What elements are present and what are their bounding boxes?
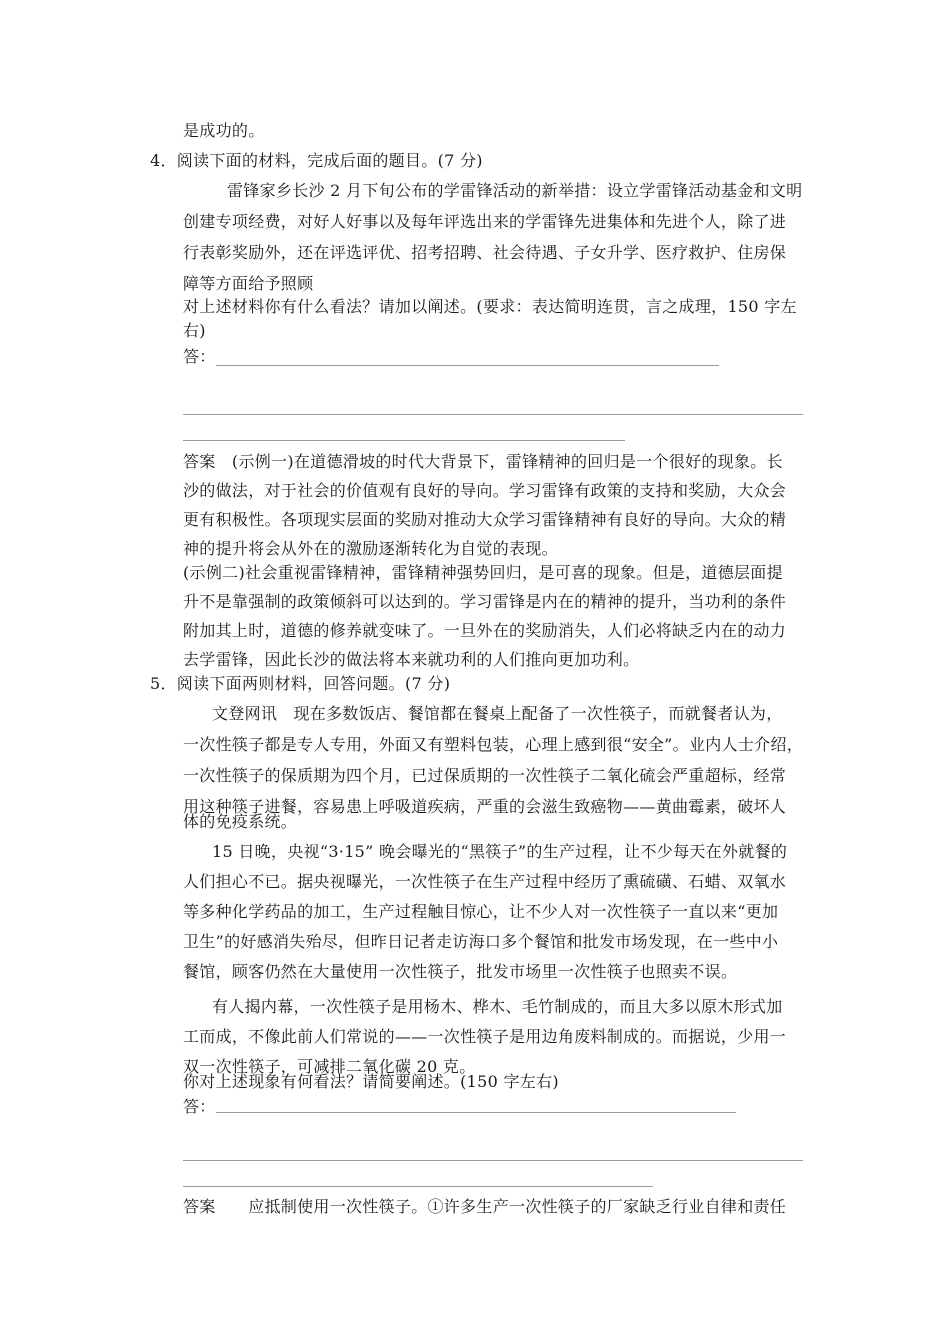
q4-answer-label: 答： [183,347,216,366]
q4-answer-line[interactable] [183,440,625,441]
q5-answer-line[interactable] [183,1186,653,1187]
q5-material-line: 用这种筷子进餐，容易患上呼吸道疾病，严重的会滋生致癌物——黄曲霉素，破坏人 [183,797,787,816]
q5-material-line: 有人揭内幕，一次性筷子是用杨木、桦木、毛竹制成的，而且大多以原木形式加 [212,997,783,1016]
q4-material-line: 雷锋家乡长沙 2 月下旬公布的学雷锋活动的新举措：设立学雷锋活动基金和文明 [227,181,803,200]
q5-material-line: 体的免疫系统。 [183,812,298,831]
q4-answer-text: 更有积极性。各项现实层面的奖励对推动大众学习雷锋精神有良好的导向。大众的精 [183,510,787,529]
q5-material-line: 双一次性筷子，可减排二氧化碳 20 克。 [183,1057,476,1076]
q5-answer-line[interactable] [216,1112,736,1113]
q5-material-line: 一次性筷子的保质期为四个月，已过保质期的一次性筷子二氧化硫会严重超标，经常 [183,766,787,785]
q4-answer-text: 沙的做法，对于社会的价值观有良好的导向。学习雷锋有政策的支持和奖励，大众会 [183,481,787,500]
q5-answer-text: 答案 应抵制使用一次性筷子。①许多生产一次性筷子的厂家缺乏行业自律和责任 [183,1197,787,1216]
q5-material-line: 15 日晚，央视“3·15” 晚会曝光的“黑筷子”的生产过程，让不少每天在外就餐的 [212,842,788,861]
q4-answer-text: (示例二)社会重视雷锋精神，雷锋精神强势回归，是可喜的现象。但是，道德层面提 [183,563,783,582]
previous-answer-tail: 是成功的。 [183,121,265,140]
q5-material-line: 人们担心不已。据央视曝光，一次性筷子在生产过程中经历了熏硫磺、石蜡、双氧水 [183,872,787,891]
q5-material-line: 工而成，不像此前人们常说的——一次性筷子是用边角废料制成的。而据说，少用一 [183,1027,787,1046]
q5-material-line: 餐馆，顾客仍然在大量使用一次性筷子，批发市场里一次性筷子也照卖不误。 [183,962,738,981]
q4-answer-text: 升不是靠强制的政策倾斜可以达到的。学习雷锋是内在的精神的提升，当功利的条件 [183,592,787,611]
q4-answer-line[interactable] [216,365,719,366]
q4-prompt-line: 对上述材料你有什么看法？请加以阐述。(要求：表达简明连贯，言之成理，150 字左 [183,297,797,316]
q5-material-line: 等多种化学药品的加工，生产过程触目惊心，让不少人对一次性筷子一直以来“更加 [183,902,779,921]
q4-material-line: 障等方面给予照顾 [183,274,314,293]
q5-material-line: 卫生”的好感消失殆尽，但昨日记者走访海口多个餐馆和批发市场发现，在一些中小 [183,932,779,951]
q4-answer-text: 答案 (示例一)在道德滑坡的时代大背景下，雷锋精神的回归是一个很好的现象。长 [183,452,783,471]
question-4-heading: 4．阅读下面的材料，完成后面的题目。(7 分) [150,151,483,170]
q5-answer-line[interactable] [183,1160,803,1161]
q5-material-line: 一次性筷子都是专人专用，外面又有塑料包装，心理上感到很“安全”。业内人士介绍， [183,735,804,754]
q4-answer-text: 附加其上时，道德的修养就变味了。一旦外在的奖励消失，人们必将缺乏内在的动力 [183,621,787,640]
question-5-heading: 5．阅读下面两则材料，回答问题。(7 分) [150,674,451,693]
q4-answer-text: 去学雷锋，因此长沙的做法将本来就功利的人们推向更加功利。 [183,650,640,669]
q4-material-line: 创建专项经费，对好人好事以及每年评选出来的学雷锋先进集体和先进个人，除了进 [183,212,787,231]
q4-answer-line[interactable] [183,414,803,415]
q5-material-line: 文登网讯 现在多数饭店、餐馆都在餐桌上配备了一次性筷子，而就餐者认为， [212,704,783,723]
q5-answer-label: 答： [183,1097,216,1116]
q4-answer-text: 神的提升将会从外在的激励逐渐转化为自觉的表现。 [183,539,558,558]
q4-prompt-line: 右) [183,321,206,340]
q5-prompt: 你对上述现象有何看法？请简要阐述。(150 字左右) [183,1072,559,1091]
q4-material-line: 行表彰奖励外，还在评选评优、招考招聘、社会待遇、子女升学、医疗救护、住房保 [183,243,787,262]
